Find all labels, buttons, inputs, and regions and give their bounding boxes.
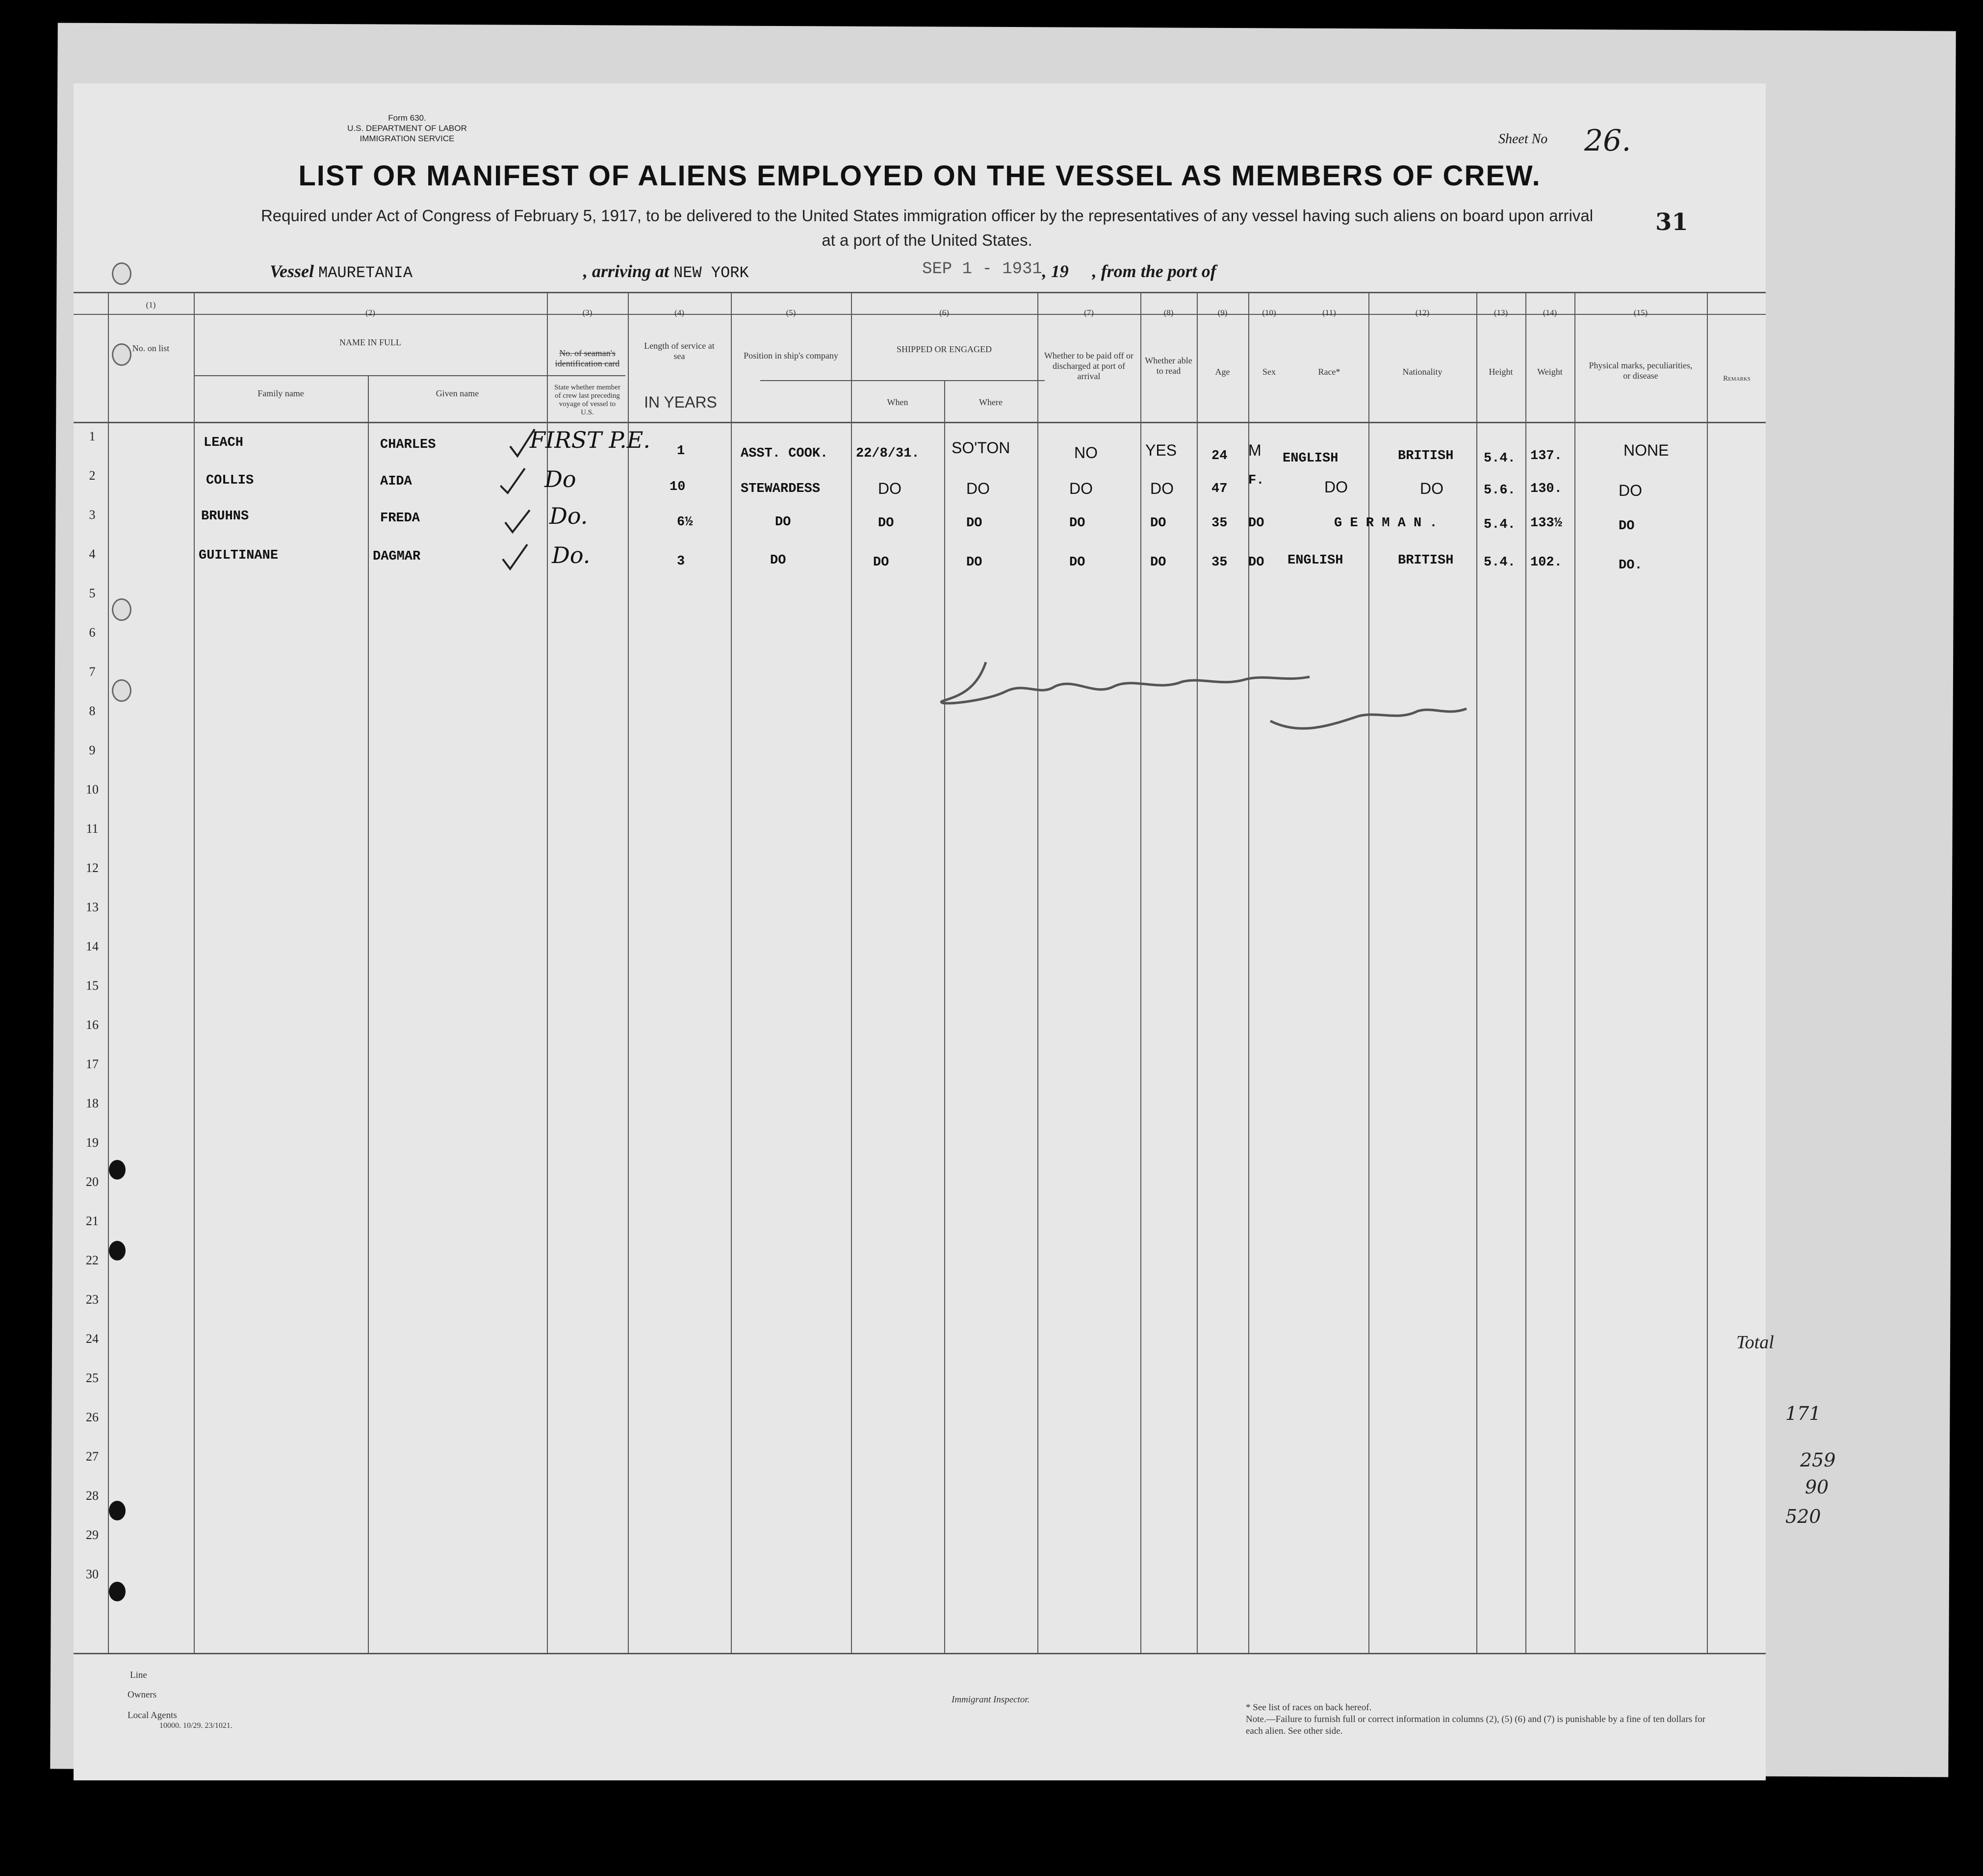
height: 5.4. [1484,451,1516,466]
physical-marks: NONE [1623,441,1669,459]
row-number: 24 [86,1332,99,1346]
col-num-15: (15) [1633,308,1648,317]
sex: F. [1248,473,1264,488]
family-name: GUILTINANE [199,548,279,563]
binding-hole [109,1160,126,1180]
race: ENGLISH [1288,553,1343,568]
shipped-when: DO [878,516,894,531]
paid-off: DO [1069,516,1085,531]
form-number: Form 630. [388,113,426,123]
row-number: 29 [86,1528,99,1542]
last-voyage: FIRST P.E. [530,427,650,453]
shipped-where: DO [966,516,982,531]
family-name: COLLIS [206,473,254,488]
able-to-read: DO [1150,555,1166,570]
col-header-age: Age [1215,367,1230,377]
given-name: AIDA [380,474,412,489]
weight: 130. [1530,482,1562,496]
age: 35 [1211,516,1228,531]
footer-note [1246,1702,1712,1737]
row-number: 10 [86,782,99,797]
race: G E R M A N . [1334,516,1438,531]
inspector-label: Immigrant Inspector. [952,1695,1030,1705]
paid-off: DO [1069,555,1085,570]
col-header-name: NAME IN FULL [339,337,401,347]
row-number: 7 [89,665,96,679]
col-num-7: (7) [1084,308,1094,317]
col-num-4: (4) [674,308,684,317]
shipped-when: DO [873,555,889,570]
binding-hole [112,598,131,621]
service-years: 10 [670,480,686,494]
inspector-signature [927,652,1565,799]
col-num-13: (13) [1494,308,1508,317]
col-header-physical-marks: Physical marks, peculiarities, or disease [1589,360,1693,381]
family-name: LEACH [204,436,244,450]
total-label: Total [1736,1332,1774,1353]
manifest-table [74,83,1766,1780]
shipped-when: DO [878,480,901,497]
able-to-read: YES [1145,441,1177,459]
row-number: 3 [89,508,96,522]
local-agents-label: Local Agents [128,1710,177,1721]
shipped-where: SO'TON [952,439,1010,457]
row-number: 4 [89,547,96,561]
row-number: 15 [86,978,99,993]
col-header-sex: Sex [1262,367,1276,377]
col-num-3: (3) [582,308,592,317]
weight: 102. [1530,555,1562,570]
row-number: 17 [86,1057,99,1071]
col-num-14: (14) [1543,308,1557,317]
print-code: 10000. 10/29. 23/1021. [159,1722,232,1730]
height: 5.6. [1484,483,1516,498]
height: 5.4. [1484,517,1516,532]
penalty-note: Note.—Failure to furnish full or correct information in columns (2), (5) (6) and (7) is punishable by a fine of ten dollars for each alien. See other side. [1246,1714,1706,1736]
height: 5.4. [1484,555,1516,570]
physical-marks: DO [1619,519,1635,534]
col-header-shipped: SHIPPED OR ENGAGED [896,344,992,354]
total-figure: 171 [1785,1403,1821,1424]
sheet-label: Sheet No [1498,131,1548,147]
vessel-name: MAURETANIA [318,264,413,282]
nationality: DO [1420,480,1443,497]
row-number: 2 [89,468,96,483]
service-years: 3 [677,554,685,569]
row-number: 14 [86,939,99,953]
service-name: IMMIGRATION SERVICE [360,134,455,143]
total-figure: 259 [1800,1449,1836,1471]
shipped-when: 22/8/31. [856,446,920,461]
family-name: BRUHNS [201,509,249,524]
last-voyage: Do. [552,542,591,568]
sex: DO [1248,555,1264,570]
given-name: FREDA [380,511,420,526]
row-number: 19 [86,1135,99,1150]
row-number: 5 [89,586,96,600]
physical-marks: DO. [1619,558,1643,573]
row-number: 12 [86,861,99,875]
col-header-race: Race* [1318,367,1340,377]
col-num-12: (12) [1415,308,1430,317]
nationality: BRITISH [1398,553,1454,568]
col-header-position: Position in ship's company [744,351,838,360]
binding-hole [112,262,131,285]
total-figure: 520 [1785,1506,1821,1527]
col-header-in-years: IN YEARS [644,393,717,411]
row-number: 30 [86,1567,99,1581]
last-voyage: Do [544,466,576,492]
shipped-where: DO [966,555,982,570]
paid-off: NO [1074,444,1098,462]
position: STEWARDESS [741,482,821,496]
sex: M [1248,441,1262,459]
row-number: 6 [89,625,96,640]
races-note: * See list of races on back hereof. [1246,1702,1372,1713]
col-num-11: (11) [1322,308,1336,317]
row-number: 13 [86,900,99,914]
line-label: Line [130,1670,147,1680]
service-years: 6½ [677,515,693,530]
row-number: 22 [86,1253,99,1267]
col-num-5: (5) [786,308,796,317]
weight: 133½ [1530,516,1562,531]
col-header-nationality: Nationality [1402,367,1442,377]
age: 24 [1211,449,1228,463]
row-number: 27 [86,1449,99,1464]
last-voyage: Do. [549,503,588,529]
from-port-label: , from the port of [1092,261,1216,281]
physical-marks: DO [1619,482,1642,499]
row-number: 11 [86,822,99,836]
vessel-label: Vessel [270,261,314,281]
able-to-read: DO [1150,480,1174,497]
binding-hole [109,1501,126,1520]
date-stamp: SEP 1 - 1931 [922,260,1042,279]
arriving-label: , arriving at [583,261,670,281]
col-num-1: (1) [146,300,156,309]
col-header-family: Family name [258,388,304,398]
row-number: 20 [86,1175,99,1189]
col-num-10: (10) [1262,308,1276,317]
sheet-number: 26. [1584,124,1631,158]
col-header-when: When [887,397,908,407]
position: DO [770,553,786,568]
row-number: 8 [89,704,96,718]
sex: DO [1248,516,1264,531]
col-header-where: Where [979,397,1003,407]
row-number: 18 [86,1096,99,1110]
able-to-read: DO [1150,516,1166,531]
manifest-page [74,83,1766,1780]
check-marks [500,427,559,584]
age: 35 [1211,555,1228,570]
col-header-no: No. on list [132,343,170,353]
given-name: DAGMAR [373,549,421,564]
page-subtitle: Required under Act of Congress of February 5, 1917, to be delivered to the United States immigration officer by the representatives of any vessel having such aliens on board upon arrival at a port of the United States. [260,206,1594,249]
position: DO [775,515,791,530]
weight: 137. [1530,449,1562,463]
given-name: CHARLES [380,437,436,452]
owners-label: Owners [128,1690,157,1700]
col-header-paid-off: Whether to be paid off or discharged at port of arrival [1044,351,1134,381]
year-suffix: , 19 [1042,261,1069,281]
race: ENGLISH [1283,451,1339,466]
nationality: BRITISH [1398,449,1454,463]
total-figure: 90 [1805,1476,1829,1498]
binding-hole [109,1582,126,1601]
col-header-remarks: Remarks [1723,375,1751,383]
col-num-6: (6) [939,308,949,317]
service-years: 1 [677,444,685,459]
binding-hole [112,343,131,366]
page-title: LIST OR MANIFEST OF ALIENS EMPLOYED ON THE VESSEL AS MEMBERS OF CREW. [298,160,1541,192]
row-number: 1 [89,429,96,443]
page-number: 31 [1655,208,1688,236]
col-header-id-card: No. of seaman's identification card [555,348,620,368]
col-num-8: (8) [1163,308,1174,317]
col-header-height: Height [1489,367,1513,377]
paid-off: DO [1069,480,1093,497]
arriving-port: NEW YORK [673,264,749,282]
binding-hole [112,679,131,702]
row-number: 9 [89,743,96,757]
race: DO [1324,478,1348,496]
row-number: 16 [86,1018,99,1032]
position: ASST. COOK. [741,446,828,461]
row-number: 26 [86,1410,99,1424]
shipped-where: DO [966,480,990,497]
col-num-2: (2) [365,308,375,317]
row-number: 23 [86,1292,99,1307]
row-number: 21 [86,1214,99,1228]
department-name: U.S. DEPARTMENT OF LABOR [347,124,467,133]
col-header-service: Length of service at sea [644,341,715,361]
col-header-last-voyage: State whether member of crew last preceding voyage of vessel to U.S. [554,384,620,416]
col-header-weight: Weight [1537,367,1563,377]
col-header-given: Given name [436,388,479,398]
row-number: 28 [86,1489,99,1503]
col-header-read: Whether able to read [1145,356,1192,376]
row-number: 25 [86,1371,99,1385]
col-num-9: (9) [1217,308,1228,317]
binding-hole [109,1241,126,1260]
age: 47 [1211,482,1228,496]
